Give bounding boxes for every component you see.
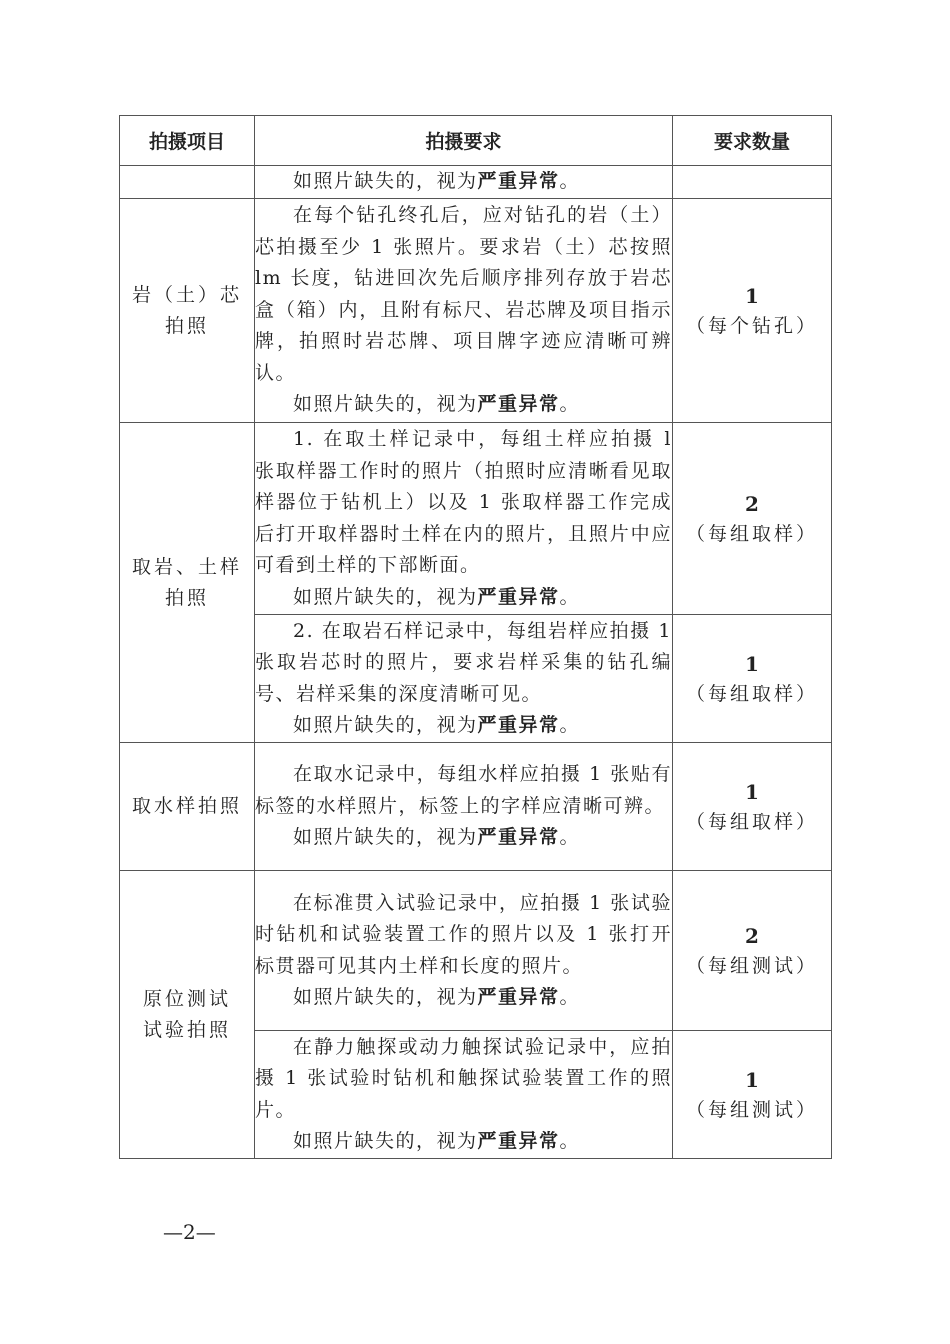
table-row — [120, 423, 832, 615]
requirement-text: 在标准贯入试验记录中，应拍摄 1 张试验时钻机和试验装置工作的照片以及 1 张打开标贯器可见其内土样和长度的照片。 — [255, 891, 672, 977]
item-label-line: 取水样拍照 — [131, 795, 242, 817]
missing-note: 如照片缺失的，视为严重异常。 — [293, 826, 581, 849]
item-label-line: 取岩、土样 — [131, 555, 242, 578]
requirement-text: 1. 在取土样记录中，每组土样应拍摄 l 张取样器工作时的照片（拍照时应清晰看见取样器位于钻机上）以及 1 张取样器工作完成后打开取样器时土样在内的照片，且照片中应可看到土样的下部断面。 — [255, 428, 672, 576]
header-quantity: 要求数量 — [673, 116, 832, 166]
table-row — [120, 871, 832, 1031]
requirement-cell — [255, 871, 673, 1031]
requirement-cell — [255, 423, 673, 615]
quantity-cell — [673, 166, 832, 199]
missing-note: 如照片缺失的，视为严重异常。 — [293, 714, 581, 736]
quantity-value: 1 — [745, 779, 759, 804]
quantity-cell — [673, 615, 832, 743]
table-row — [120, 743, 832, 871]
quantity-note: （每个钻孔） — [685, 314, 818, 337]
item-label-line: 拍照 — [164, 314, 209, 337]
item-label-line: 岩（土）芯 — [131, 283, 242, 306]
item-cell — [120, 871, 255, 1159]
requirement-cell — [255, 743, 673, 871]
header-requirement: 拍摄要求 — [255, 116, 673, 166]
requirement-text: 在静力触探或动力触探试验记录中，应拍摄 1 张试验时钻机和触探试验装置工作的照片。 — [255, 1035, 672, 1121]
quantity-note: （每组测试） — [685, 1098, 818, 1121]
item-cell — [120, 743, 255, 871]
quantity-note: （每组测试） — [685, 954, 818, 977]
requirement-cell — [255, 1031, 673, 1159]
quantity-cell — [673, 1031, 832, 1159]
item-cell — [120, 166, 255, 199]
quantity-cell — [673, 199, 832, 423]
requirement-cell — [255, 199, 673, 423]
item-cell — [120, 199, 255, 423]
table-header-row — [120, 116, 832, 166]
item-label-line: 原位测试 — [142, 987, 231, 1010]
quantity-note: （每组取样） — [685, 522, 818, 545]
quantity-note: （每组取样） — [685, 810, 818, 833]
quantity-cell — [673, 871, 832, 1031]
quantity-cell — [673, 423, 832, 615]
quantity-value: 2 — [745, 923, 759, 948]
page-number: —2— — [163, 1220, 216, 1244]
missing-note: 如照片缺失的，视为严重异常。 — [293, 1130, 581, 1152]
photo-requirements-table — [119, 115, 832, 1159]
item-cell — [120, 423, 255, 743]
missing-note: 如照片缺失的，视为严重异常。 — [293, 393, 581, 416]
quantity-value: 1 — [745, 651, 759, 676]
quantity-value: 1 — [745, 1067, 759, 1092]
item-label-line: 拍照 — [164, 586, 209, 609]
quantity-value: 1 — [745, 283, 759, 308]
missing-note: 如照片缺失的，视为严重异常。 — [293, 986, 581, 1008]
table-row — [120, 166, 832, 199]
requirement-text: 在每个钻孔终孔后，应对钻孔的岩（土）芯拍摄至少 1 张照片。要求岩（土）芯按照 lm 长度，钻进回次先后顺序排列存放于岩芯盒（箱）内，且附有标尺、岩芯牌及项目指示牌，拍照时岩芯牌、项目牌字迹应清晰可辨认。 — [255, 204, 672, 384]
table-row — [120, 199, 832, 423]
requirement-text: 在取水记录中，每组水样应拍摄 1 张贴有标签的水样照片，标签上的字样应清晰可辨。 — [255, 763, 672, 817]
quantity-value: 2 — [745, 491, 759, 516]
header-item: 拍摄项目 — [120, 116, 255, 166]
quantity-note: （每组取样） — [685, 682, 818, 705]
requirement-text: 2. 在取岩石样记录中，每组岩样应拍摄 1 张取岩芯时的照片，要求岩样采集的钻孔编号、岩样采集的深度清晰可见。 — [255, 619, 672, 705]
quantity-cell — [673, 743, 832, 871]
requirement-cell — [255, 615, 673, 743]
missing-note: 如照片缺失的，视为严重异常。 — [293, 170, 581, 193]
item-label-line: 试验拍照 — [142, 1018, 231, 1041]
requirement-cell — [255, 166, 673, 199]
missing-note: 如照片缺失的，视为严重异常。 — [293, 585, 581, 608]
